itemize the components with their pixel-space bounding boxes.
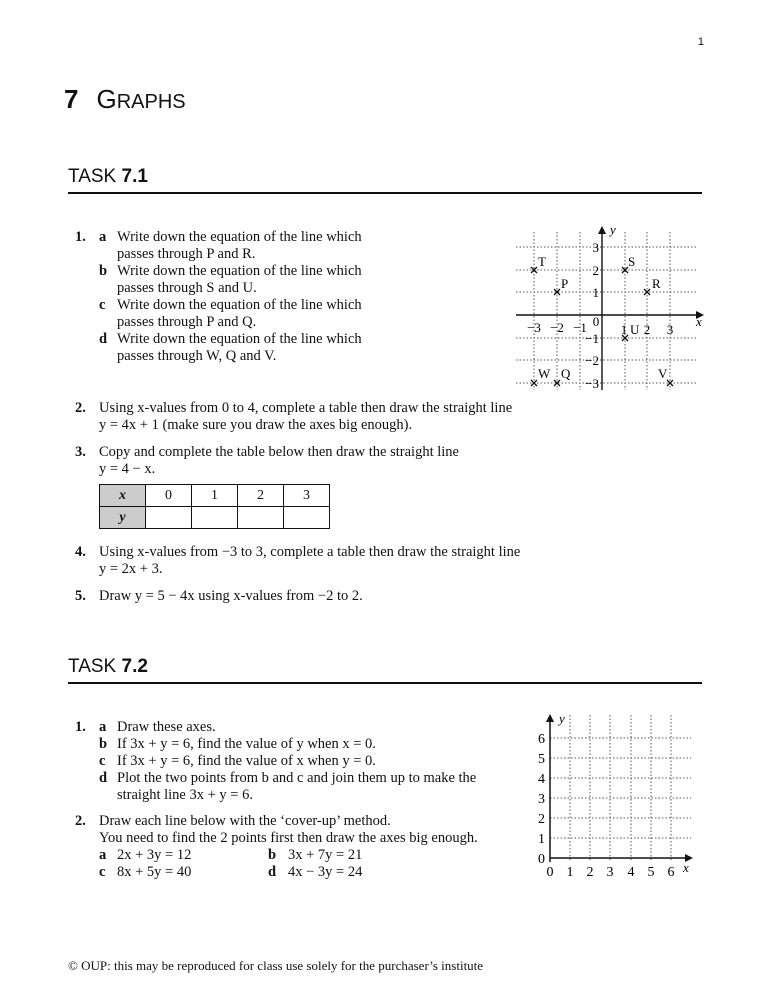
chapter-title-rest: RAPHS	[116, 91, 186, 113]
svg-text:2: 2	[538, 812, 545, 827]
task1-question-1: 1. a Write down the equation of the line which passes through P and R. b Write down the equation of the line which passes through S and U. c Write down the equation of the line which passes through P and Q. d Write down the equation of the line which passes through W, Q and V.	[75, 229, 362, 364]
task1-question-3: 3. Copy and complete the table below then draw the straight line y = 4 − x.	[75, 444, 459, 477]
table-cell-empty	[284, 507, 330, 529]
svg-text:V: V	[658, 366, 668, 381]
xy-value-table	[99, 484, 330, 529]
row-header-y: y	[100, 507, 146, 529]
svg-text:0: 0	[592, 314, 600, 329]
table-cell: 3	[284, 485, 330, 507]
chapter-title-initial: G	[96, 84, 117, 114]
svg-text:y: y	[559, 711, 565, 726]
svg-text:2: 2	[586, 865, 594, 880]
task1-question-4: 4. Using x-values from −3 to 3, complete a table then draw the straight line y = 2x + 3.	[75, 544, 521, 577]
svg-text:T: T	[538, 254, 546, 269]
svg-text:−1: −1	[573, 320, 587, 335]
svg-text:1: 1	[620, 322, 628, 337]
svg-text:1: 1	[592, 285, 599, 300]
row-header-x: x	[100, 485, 146, 507]
svg-text:3: 3	[606, 865, 614, 880]
table-cell: 1	[192, 485, 238, 507]
task1-question-5: 5. Draw y = 5 − 4x using x-values from −2 to 2.	[75, 588, 363, 604]
task-heading-7-1: TASK 7.1	[68, 166, 148, 187]
table-cell: 2	[238, 485, 284, 507]
task2-question-2: 2. Draw each line below with the ‘cover-up’ method. You need to find the 2 points first then draw the axes big enough. a 2x + 3y = 12 b 3x + 7y = 21 c 8x + 5y = 40 d 4x − 3y = 24	[75, 813, 478, 880]
task-heading-7-2: TASK 7.2	[68, 656, 148, 677]
svg-text:−2: −2	[585, 353, 599, 368]
svg-text:Q: Q	[561, 366, 571, 381]
svg-text:−3: −3	[527, 320, 541, 335]
chapter-number: 7	[64, 84, 79, 114]
svg-text:1: 1	[538, 832, 545, 847]
svg-text:x: x	[696, 314, 702, 329]
svg-text:3: 3	[592, 240, 599, 255]
svg-text:1: 1	[566, 865, 574, 880]
table-cell: 0	[146, 485, 192, 507]
table-cell-empty	[238, 507, 284, 529]
svg-text:−3: −3	[585, 376, 599, 391]
table-cell-empty	[192, 507, 238, 529]
svg-text:0: 0	[538, 852, 545, 867]
task1-question-2: 2. Using x-values from 0 to 4, complete a table then draw the straight line y = 4x + 1 (make sure you draw the axes big enough).	[75, 400, 513, 433]
svg-text:R: R	[652, 276, 661, 291]
coordinate-grid-points	[510, 222, 705, 392]
svg-text:6: 6	[538, 732, 545, 747]
svg-text:W: W	[538, 366, 551, 381]
svg-text:3: 3	[666, 322, 674, 337]
svg-text:4: 4	[627, 865, 635, 880]
page-number: 1	[697, 36, 704, 48]
svg-text:x: x	[683, 860, 689, 875]
chapter-title	[64, 84, 186, 115]
svg-text:S: S	[628, 254, 636, 269]
copyright-footer: © OUP: this may be reproduced for class use solely for the purchaser’s institute	[68, 958, 484, 973]
empty-axes-grid	[525, 710, 705, 880]
svg-text:5: 5	[647, 865, 655, 880]
svg-text:−1: −1	[585, 331, 599, 346]
svg-text:U: U	[630, 322, 640, 337]
svg-text:y: y	[610, 222, 616, 237]
svg-text:3: 3	[538, 792, 545, 807]
svg-text:2: 2	[643, 322, 651, 337]
svg-text:4: 4	[538, 772, 545, 787]
table-row-x	[100, 485, 330, 507]
table-cell-empty	[146, 507, 192, 529]
svg-text:5: 5	[538, 752, 545, 767]
svg-text:−2: −2	[550, 320, 564, 335]
section-divider	[68, 192, 702, 194]
task2-question-1: 1. a Draw these axes. b If 3x + y = 6, find the value of y when x = 0. c If 3x + y = 6, find the value of x when y = 0. d Plot the two points from b and c and join them up to make the straight line 3x + y = 6.	[75, 719, 477, 803]
svg-text:2: 2	[592, 263, 599, 278]
svg-text:0: 0	[546, 865, 554, 880]
section-divider	[68, 682, 702, 684]
svg-text:6: 6	[667, 865, 675, 880]
table-row-y	[100, 507, 330, 529]
svg-text:P: P	[561, 276, 569, 291]
